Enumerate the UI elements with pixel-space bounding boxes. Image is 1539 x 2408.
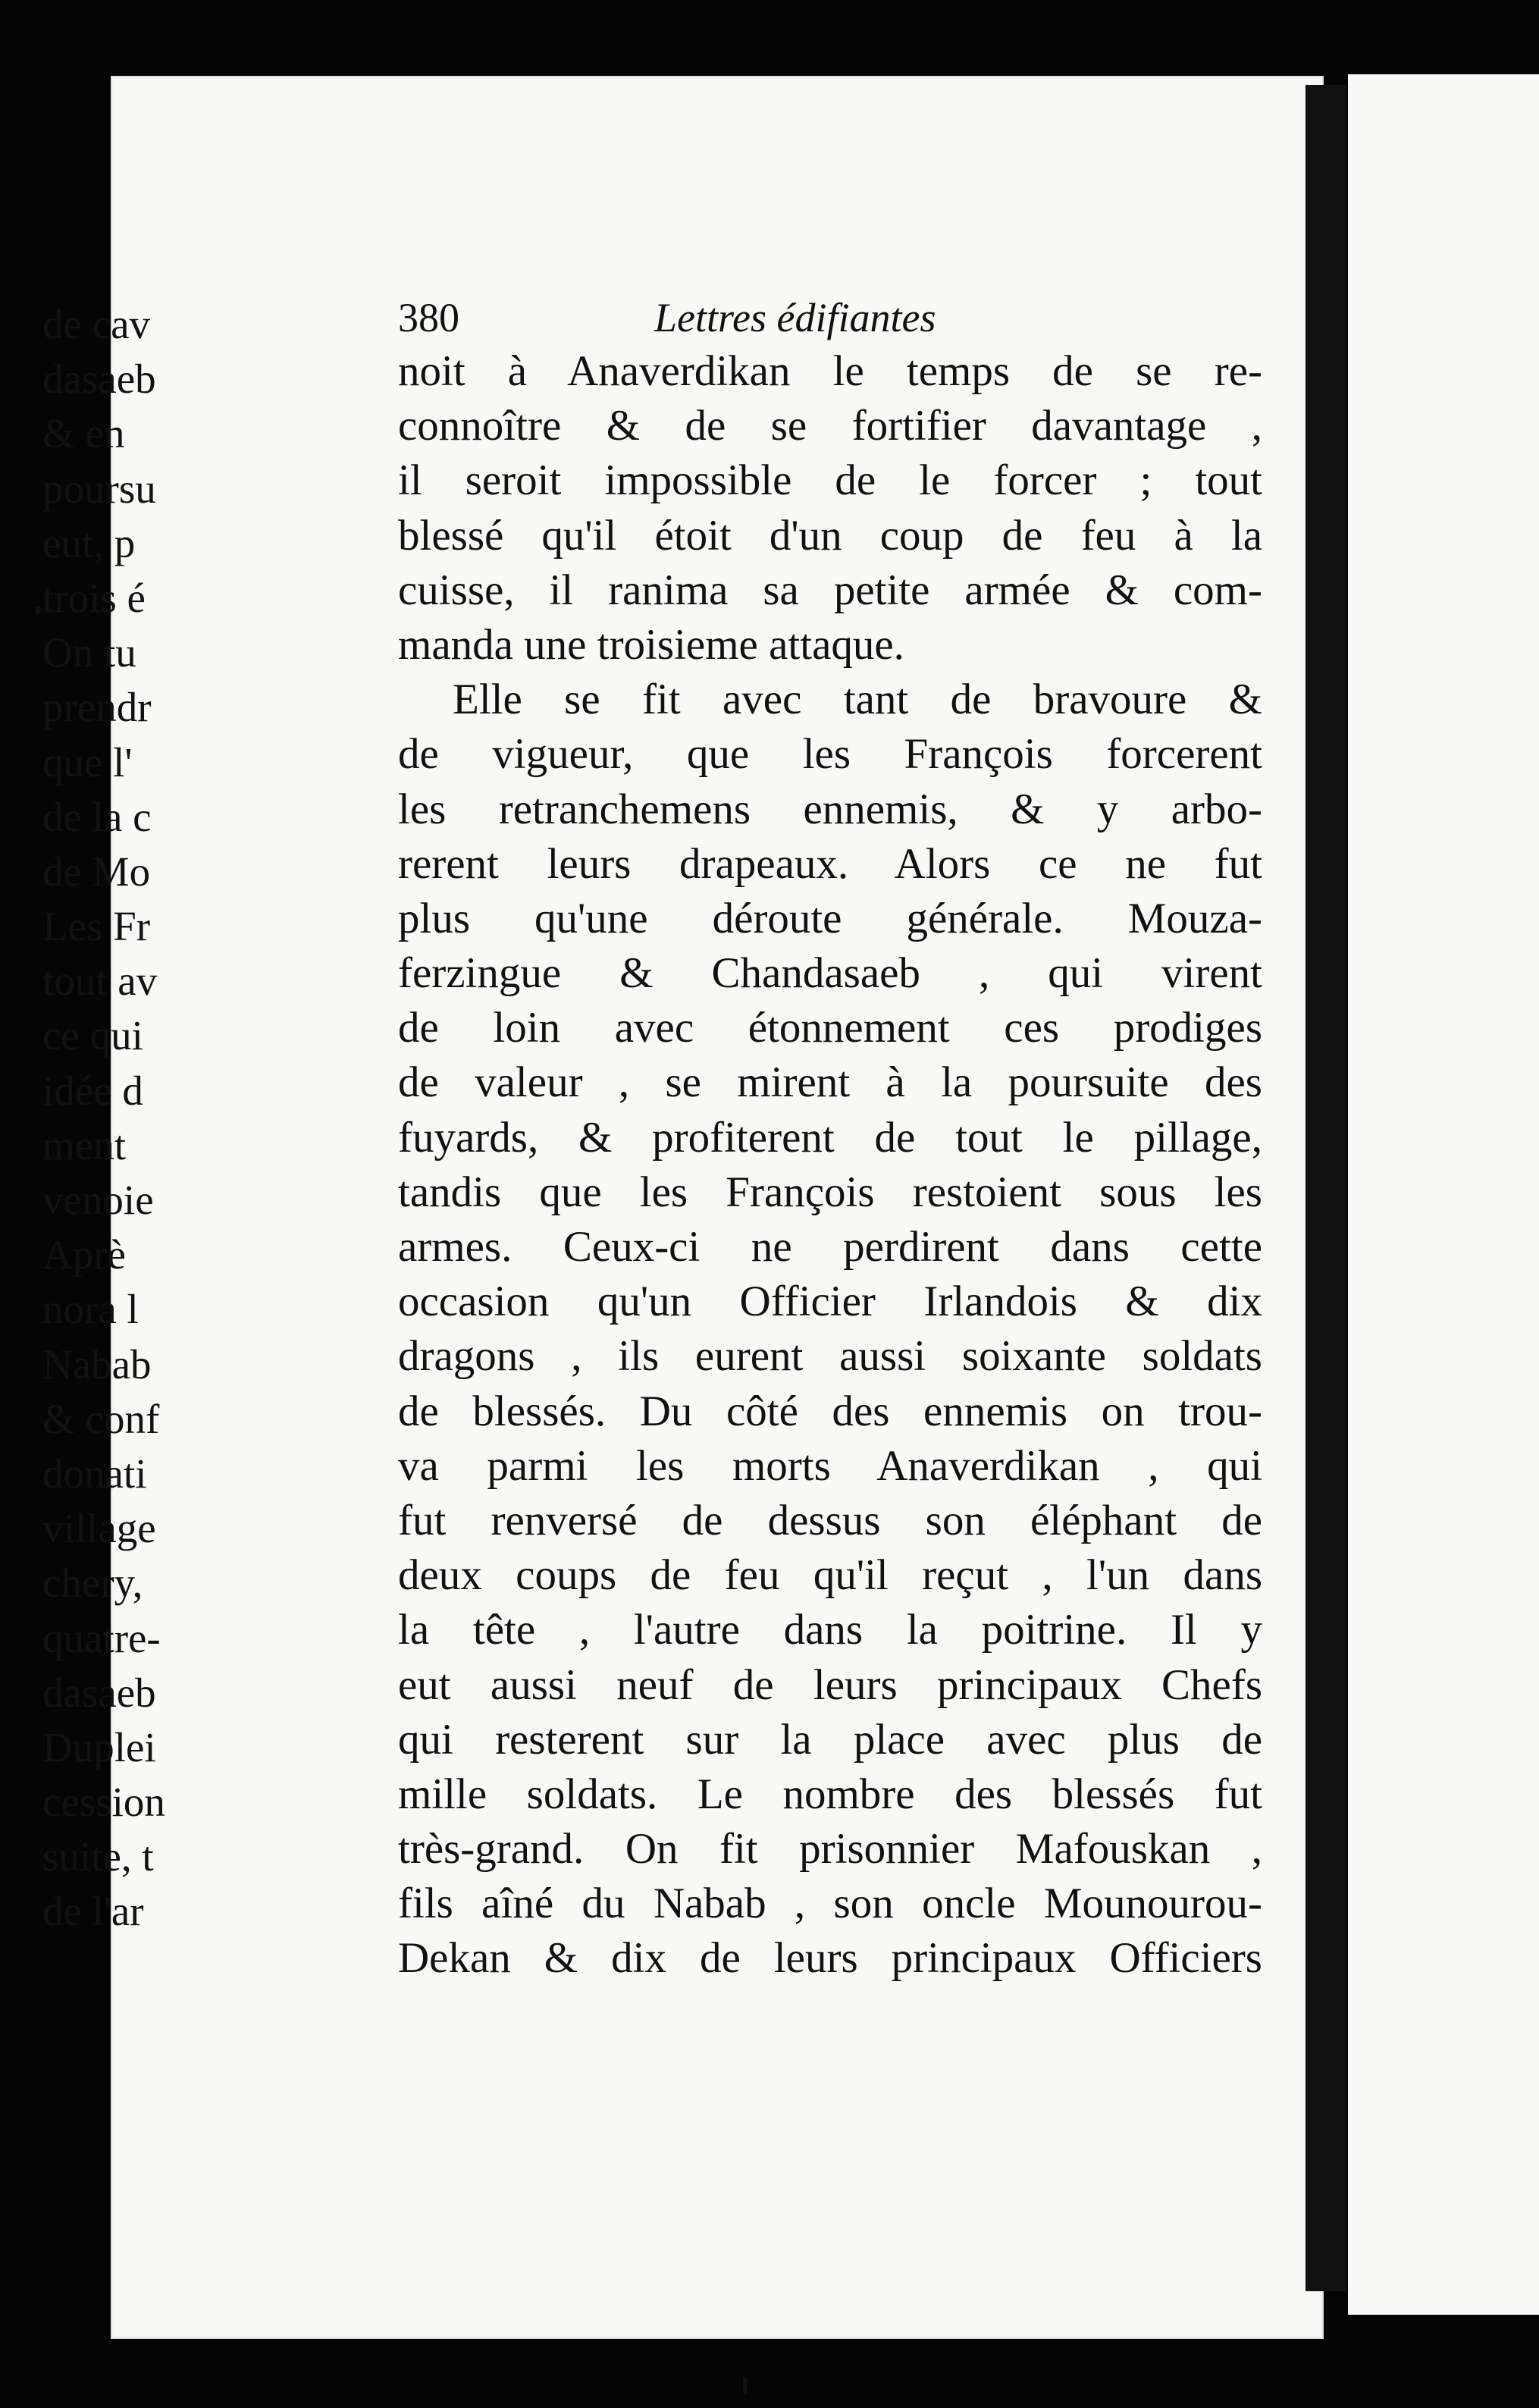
text-line: de vigueur, que les François forcerent — [398, 730, 1262, 779]
right-text-line: que l' — [42, 738, 133, 785]
left-page-text-block — [398, 290, 1262, 1996]
right-text-line: ce qui — [42, 1012, 143, 1059]
text-line: fut renversé de dessus son éléphant de — [398, 1496, 1262, 1544]
text-line: ferzingue & Chandasaeb , qui virent — [398, 949, 1262, 998]
right-text-line: donati — [42, 1450, 147, 1497]
right-text-line: prendr — [42, 684, 152, 731]
right-text-line: cession — [42, 1779, 165, 1826]
right-text-line: tout av — [42, 958, 158, 1005]
right-text-line: poursu — [42, 465, 156, 512]
text-line: très-grand. On fit prisonnier Mafouskan , — [398, 1825, 1262, 1873]
right-text-line: & conf — [42, 1395, 160, 1442]
text-line: deux coups de feu qu'il reçut , l'un dans — [398, 1551, 1262, 1600]
text-line: qui resterent sur la place avec plus de — [398, 1715, 1262, 1764]
text-line: noit à Anaverdikan le temps de se re- — [398, 347, 1262, 395]
paper-speck — [743, 2377, 747, 2394]
right-text-line: dasaeb — [42, 1669, 156, 1716]
text-line: rerent leurs drapeaux. Alors ce ne fut — [398, 839, 1262, 888]
text-line: fuyards, & profiterent de tout le pillage, — [398, 1113, 1262, 1162]
text-line: la tête , l'autre dans la poitrine. Il y — [398, 1606, 1262, 1654]
right-text-line: Nabab — [42, 1340, 152, 1387]
right-text-line: suite, t — [42, 1833, 154, 1880]
text-line: de blessés. Du côté des ennemis on trou- — [398, 1387, 1262, 1435]
right-text-line: idée d — [42, 1067, 143, 1114]
right-text-line: village — [42, 1505, 156, 1552]
text-line: fils aîné du Nabab , son oncle Mounourou- — [398, 1880, 1262, 1928]
right-text-line: Aprè — [42, 1231, 126, 1278]
right-text-line: & en — [42, 410, 125, 457]
text-line: mille soldats. Le nombre des blessés fut — [398, 1770, 1262, 1818]
text-line: Elle se fit avec tant de bravoure & — [453, 676, 1262, 724]
right-text-line: ment — [42, 1121, 126, 1168]
right-text-line: On tu — [42, 629, 136, 676]
paper-speck — [35, 607, 41, 614]
text-line: plus qu'une déroute générale. Mouza- — [398, 894, 1262, 942]
right-text-line: venoie — [42, 1177, 154, 1223]
text-line: Dekan & dix de leurs principaux Officiers — [398, 1934, 1262, 1983]
right-text-line: eut, p — [42, 519, 136, 566]
text-line: va parmi les morts Anaverdikan , qui — [398, 1441, 1262, 1490]
text-line: de loin avec étonnement ces prodiges — [398, 1004, 1262, 1052]
running-title: Lettres édifiantes — [654, 295, 936, 340]
body-text — [398, 344, 1262, 1986]
text-line: les retranchemens ennemis, & y arbo- — [398, 785, 1262, 833]
text-line: manda une troisieme attaque. — [398, 620, 904, 669]
page-number: 380 — [398, 295, 459, 340]
text-line: tandis que les François restoient sous les — [398, 1168, 1262, 1216]
text-line: cuisse, il ranima sa petite armée & com- — [398, 566, 1262, 614]
page-header — [398, 290, 1262, 346]
text-line: occasion qu'un Officier Irlandois & dix — [398, 1278, 1262, 1326]
right-text-line: quatre- — [42, 1614, 161, 1661]
text-line: connoître & de se fortifier davantage , — [398, 402, 1262, 450]
right-text-line: de la c — [42, 793, 152, 840]
text-line: dragons , ils eurent aussi soixante soldats — [398, 1332, 1262, 1381]
right-text-line: de l'ar — [42, 1888, 144, 1935]
right-page-fragment — [1348, 74, 1539, 2315]
text-line: blessé qu'il étoit d'un coup de feu à la — [398, 511, 1262, 560]
right-text-line: chery, — [42, 1560, 143, 1607]
text-line: armes. Ceux-ci ne perdirent dans cette — [398, 1223, 1262, 1271]
right-page-text-fragment — [42, 297, 205, 1939]
right-text-line: dasaeb — [42, 356, 156, 403]
right-text-line: nora l — [42, 1286, 139, 1333]
right-text-line: Les Fr — [42, 903, 151, 950]
right-text-line: Duplei — [42, 1723, 156, 1770]
text-line: eut aussi neuf de leurs principaux Chefs — [398, 1660, 1262, 1709]
book-gutter-shadow — [1305, 85, 1346, 2291]
right-text-line: trois é — [42, 574, 146, 621]
text-line: il seroit impossible de le forcer ; tout — [398, 456, 1262, 505]
text-line: de valeur , se mirent à la poursuite des — [398, 1058, 1262, 1107]
right-text-line: de cav — [42, 301, 150, 347]
right-text-line: de Mo — [42, 848, 151, 895]
